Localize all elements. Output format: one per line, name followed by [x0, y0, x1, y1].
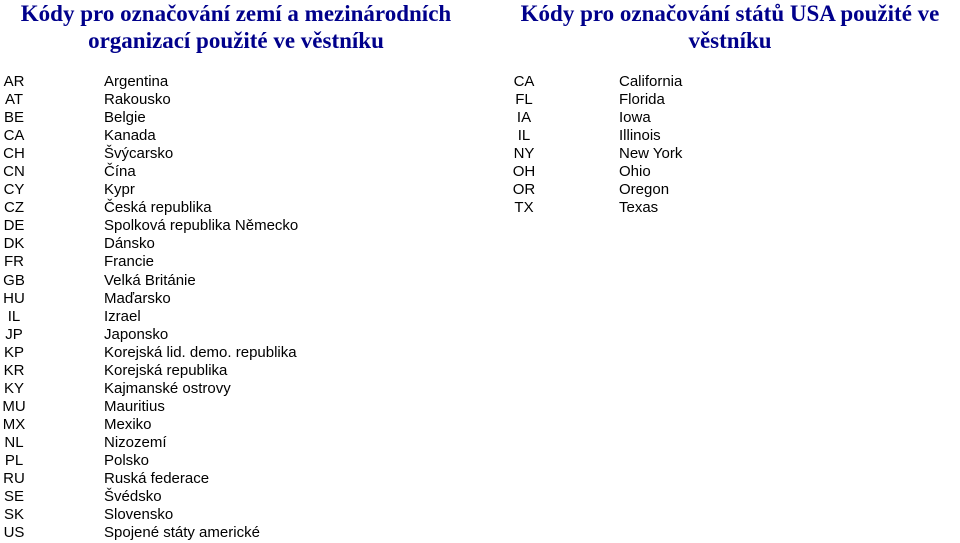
code-cell: IL [517, 127, 531, 145]
name-cell: Korejská republika [104, 361, 228, 379]
country-row [0, 470, 480, 488]
name-cell: Ruská federace [104, 470, 210, 488]
code-cell: IL [7, 307, 21, 325]
country-row [0, 344, 480, 362]
code-cell: KP [3, 343, 24, 361]
state-row [508, 91, 958, 109]
country-row [0, 109, 480, 127]
country-row [0, 452, 480, 470]
code-cell: JP [5, 325, 23, 343]
name-cell: Kajmanské ostrovy [104, 379, 231, 397]
name-cell: Iowa [619, 109, 651, 127]
code-cell: SE [3, 488, 24, 506]
country-row [0, 524, 480, 542]
country-row [0, 506, 480, 524]
name-cell: Mexiko [104, 415, 152, 433]
code-cell: CA [3, 127, 25, 145]
code-cell: DK [3, 235, 25, 253]
name-cell: Oregon [619, 181, 670, 199]
code-cell: CA [513, 73, 535, 90]
name-cell: Maďarsko [104, 289, 171, 307]
name-cell: Florida [619, 91, 665, 109]
country-row [0, 253, 480, 271]
code-cell: NY [513, 145, 535, 163]
states-heading: Kódy pro označování států USA použité ve věstníku [520, 1, 940, 53]
country-row [0, 199, 480, 217]
code-cell: FL [515, 91, 533, 109]
name-cell: Izrael [104, 307, 141, 325]
name-cell: Mauritius [104, 397, 165, 415]
code-cell: FR [4, 253, 24, 271]
code-cell: CZ [4, 199, 24, 217]
code-cell: BE [3, 109, 24, 127]
state-row [508, 163, 958, 181]
code-cell: KY [3, 379, 24, 397]
name-cell: Rakousko [104, 91, 171, 109]
name-cell: Spojené státy americké [104, 524, 260, 542]
name-cell: Kypr [104, 181, 135, 199]
code-cell: TX [514, 199, 534, 217]
state-row [508, 73, 958, 91]
country-row [0, 235, 480, 253]
country-row [0, 272, 480, 290]
name-cell: Dánsko [104, 235, 155, 253]
code-cell: CN [3, 163, 25, 181]
code-cell: AR [3, 73, 25, 90]
name-cell: Švýcarsko [104, 145, 174, 163]
country-row [0, 73, 480, 91]
name-cell: Nizozemí [104, 433, 167, 451]
country-row [0, 434, 480, 452]
name-cell: Čína [104, 163, 136, 181]
country-row [0, 217, 480, 235]
name-cell: Korejská lid. demo. republika [104, 343, 297, 361]
name-cell: Japonsko [104, 325, 169, 343]
state-row [508, 145, 958, 163]
code-cell: MU [2, 397, 26, 415]
name-cell: Polsko [104, 451, 150, 469]
code-cell: CH [3, 145, 25, 163]
country-row [0, 127, 480, 145]
code-cell: DE [3, 217, 25, 235]
code-cell: US [3, 524, 25, 542]
code-cell: MX [2, 415, 26, 433]
name-cell: Texas [619, 199, 659, 217]
name-cell: Illinois [619, 127, 661, 145]
name-cell: Belgie [104, 109, 146, 127]
code-cell: OR [512, 181, 536, 199]
name-cell: Slovensko [104, 506, 174, 524]
code-cell: NL [4, 433, 24, 451]
name-cell: Argentina [104, 73, 169, 90]
state-row [508, 127, 958, 145]
country-row [0, 145, 480, 163]
code-cell: RU [3, 470, 25, 488]
state-row [508, 199, 958, 217]
code-cell: IA [516, 109, 532, 127]
country-row [0, 308, 480, 326]
code-cell: AT [4, 91, 24, 109]
country-row [0, 398, 480, 416]
state-codes-table [508, 73, 958, 217]
name-cell: Švédsko [104, 488, 162, 506]
code-cell: CY [3, 181, 25, 199]
country-row [0, 163, 480, 181]
name-cell: Spolková republika Německo [104, 217, 299, 235]
state-row [508, 109, 958, 127]
country-row [0, 380, 480, 398]
country-row [0, 488, 480, 506]
name-cell: Ohio [619, 163, 651, 181]
country-row [0, 181, 480, 199]
country-row [0, 416, 480, 434]
name-cell: California [619, 73, 683, 90]
name-cell: New York [619, 145, 683, 163]
name-cell: Francie [104, 253, 155, 271]
country-row [0, 326, 480, 344]
code-cell: SK [3, 506, 24, 524]
name-cell: Česká republika [104, 199, 212, 217]
country-row [0, 362, 480, 380]
country-row [0, 290, 480, 308]
name-cell: Velká Británie [104, 271, 196, 289]
code-cell: GB [3, 271, 25, 289]
code-cell: KR [3, 361, 25, 379]
country-codes-table [0, 73, 480, 542]
code-cell: OH [512, 163, 536, 181]
code-cell: HU [3, 289, 25, 307]
countries-heading: Kódy pro označování zemí a mezinárodních organizací použité ve věstníku [20, 1, 452, 53]
code-cell: PL [4, 451, 24, 469]
name-cell: Kanada [104, 127, 156, 145]
state-row [508, 181, 958, 199]
country-row [0, 91, 480, 109]
